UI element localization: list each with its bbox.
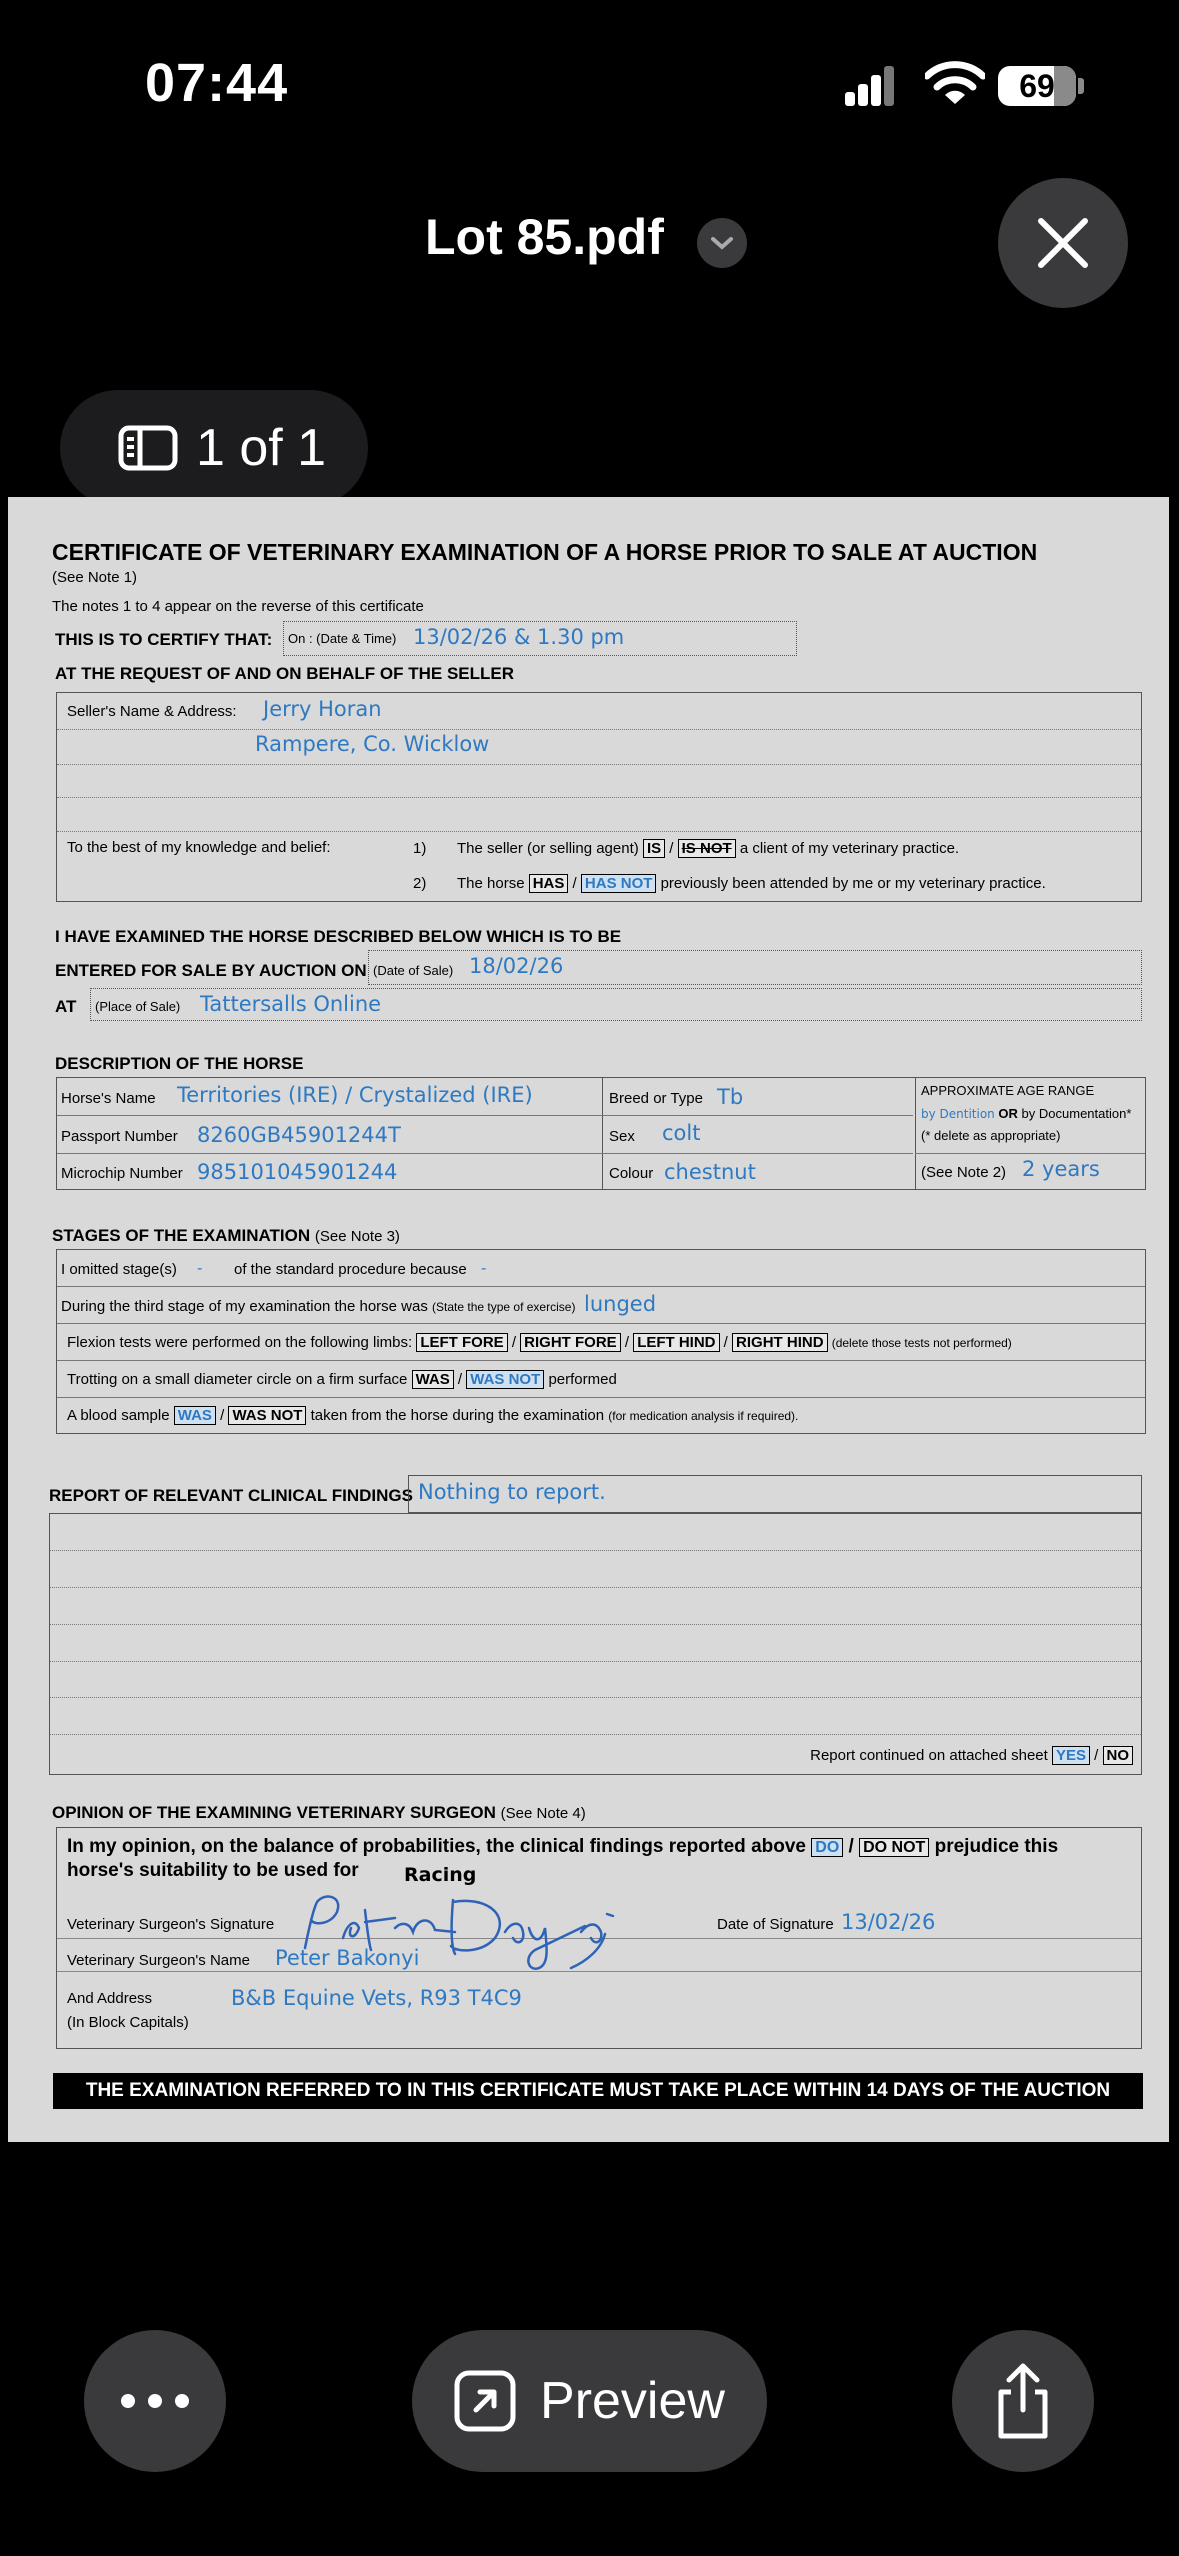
request-line: AT THE REQUEST OF AND ON BEHALF OF THE SELLER xyxy=(55,664,514,683)
breed-value: Tb xyxy=(717,1085,744,1109)
flexion-right-fore[interactable]: RIGHT FORE xyxy=(520,1333,621,1352)
horse-name-value: Territories (IRE) / Crystalized (IRE) xyxy=(177,1083,533,1107)
opinion-text-2: prejudice this xyxy=(934,1836,1059,1857)
trotting-line: Trotting on a small diameter circle on a firm surface WAS / WAS NOT performed xyxy=(67,1371,617,1388)
continued-yes-option[interactable]: YES xyxy=(1052,1746,1090,1765)
belief-2-text: The horse xyxy=(457,875,525,892)
belief-2-tail: previously been attended by me or my veterinary practice. xyxy=(660,875,1046,892)
is-not-option[interactable]: IS NOT xyxy=(678,839,736,858)
age-delete-note: (* delete as appropriate) xyxy=(921,1128,1061,1143)
seller-address: Rampere, Co. Wicklow xyxy=(255,732,490,756)
examined-line: I HAVE EXAMINED THE HORSE DESCRIBED BELOW WHICH IS TO BE xyxy=(55,927,622,946)
sex-value: colt xyxy=(662,1121,701,1145)
stages-heading: STAGES OF THE EXAMINATION xyxy=(52,1226,311,1245)
see-note-2: (See Note 2) xyxy=(921,1164,1007,1181)
stages-table xyxy=(56,1249,1146,1434)
opinion-text-1: In my opinion, on the balance of probabilities, the clinical findings reported above xyxy=(67,1836,806,1857)
close-button[interactable] xyxy=(998,178,1128,308)
age-or: OR xyxy=(998,1106,1018,1121)
trotting-was-option[interactable]: WAS xyxy=(412,1370,454,1389)
share-icon xyxy=(993,2362,1053,2440)
vet-address-value: B&B Equine Vets, R93 T4C9 xyxy=(231,1986,522,2010)
report-lines[interactable] xyxy=(49,1513,1142,1775)
belief-label: To the best of my knowledge and belief: xyxy=(67,839,331,856)
blood-tail: taken from the horse during the examination xyxy=(310,1407,605,1424)
on-date-field[interactable] xyxy=(283,621,797,656)
close-icon xyxy=(1035,215,1091,271)
battery-tip xyxy=(1078,78,1084,94)
battery-icon: 69 xyxy=(998,66,1076,106)
date-of-sale-field[interactable] xyxy=(368,950,1142,985)
flexion-note: (delete those tests not performed) xyxy=(831,1336,1012,1350)
horse-description-table xyxy=(56,1077,1146,1190)
opinion-text-3: horse's suitability to be used for xyxy=(67,1860,359,1881)
ellipsis-icon xyxy=(120,2393,190,2409)
signature-label: Veterinary Surgeon's Signature xyxy=(67,1916,275,1933)
belief-1-num: 1) xyxy=(413,840,427,857)
flexion-right-hind[interactable]: RIGHT HIND xyxy=(732,1333,828,1352)
breed-label: Breed or Type xyxy=(609,1090,703,1107)
at-label: AT xyxy=(55,997,77,1016)
vet-name-label: Veterinary Surgeon's Name xyxy=(67,1952,250,1969)
opinion-heading: OPINION OF THE EXAMINING VETERINARY SURGEON xyxy=(52,1803,496,1822)
colour-label: Colour xyxy=(609,1165,654,1182)
third-stage-value: lunged xyxy=(584,1292,657,1316)
age-method-line xyxy=(921,1106,1131,1121)
date-sig-value: 13/02/26 xyxy=(841,1910,936,1934)
sidebar-icon xyxy=(118,425,178,471)
because-label: of the standard procedure because xyxy=(234,1261,467,1278)
has-option[interactable]: HAS xyxy=(529,874,569,893)
share-button[interactable] xyxy=(952,2330,1094,2472)
page-indicator[interactable] xyxy=(60,390,368,506)
preview-label: Preview xyxy=(540,2372,725,2430)
on-date-value: 13/02/26 & 1.30 pm xyxy=(413,625,625,649)
on-date-label: On : (Date & Time) xyxy=(288,631,397,646)
omitted-value: - xyxy=(197,1259,203,1277)
belief-2-line: The horse HAS / HAS NOT previously been attended by me or my veterinary practice. xyxy=(457,875,1046,892)
stages-heading-line xyxy=(52,1226,400,1246)
third-stage-label: During the third stage of my examination the horse was xyxy=(61,1298,428,1315)
third-stage-line xyxy=(61,1298,575,1315)
seller-name: Jerry Horan xyxy=(263,697,382,721)
page-indicator-label: 1 of 1 xyxy=(196,419,327,477)
belief-1-text: The seller (or selling agent) xyxy=(457,840,639,857)
chevron-down-icon[interactable] xyxy=(697,218,747,268)
certify-label: THIS IS TO CERTIFY THAT: xyxy=(55,630,273,649)
see-note-3: (See Note 3) xyxy=(314,1228,400,1245)
place-of-sale-value: Tattersalls Online xyxy=(200,992,382,1016)
place-of-sale-field[interactable] xyxy=(90,988,1142,1021)
wifi-icon xyxy=(925,60,985,106)
continued-no-option[interactable]: NO xyxy=(1103,1746,1134,1765)
blood-was-option[interactable]: WAS xyxy=(174,1406,216,1425)
opinion-box xyxy=(56,1827,1142,2049)
place-of-sale-label: (Place of Sale) xyxy=(95,999,181,1014)
preview-button[interactable] xyxy=(412,2330,767,2472)
trotting-performed: performed xyxy=(548,1371,617,1388)
open-external-icon xyxy=(454,2370,516,2432)
blood-was-not-option[interactable]: WAS NOT xyxy=(228,1406,306,1425)
report-value: Nothing to report. xyxy=(418,1480,606,1504)
notes-line: The notes 1 to 4 appear on the reverse of this certificate xyxy=(52,598,424,615)
seller-label: Seller's Name & Address: xyxy=(67,703,237,720)
flexion-line: Flexion tests were performed on the following limbs: LEFT FORE / RIGHT FORE / LEFT HIND / RIGHT HIND (delete those tests not performed) xyxy=(67,1334,1012,1351)
cellular-signal-icon xyxy=(845,64,895,106)
do-option[interactable]: DO xyxy=(811,1838,843,1857)
continued-line: Report continued on attached sheet YES / NO xyxy=(810,1747,1133,1764)
certificate-heading: CERTIFICATE OF VETERINARY EXAMINATION OF A HORSE PRIOR TO SALE AT AUCTION xyxy=(52,539,1038,565)
omitted-label: I omitted stage(s) xyxy=(61,1261,177,1278)
seller-box xyxy=(56,692,1142,902)
more-button[interactable] xyxy=(84,2330,226,2472)
date-of-sale-value: 18/02/26 xyxy=(469,954,564,978)
age-by-doc[interactable]: by Documentation* xyxy=(1021,1106,1132,1121)
trotting-label: Trotting on a small diameter circle on a firm surface xyxy=(67,1371,408,1388)
continued-label: Report continued on attached sheet xyxy=(810,1747,1048,1764)
microchip-value: 985101045901244 xyxy=(197,1160,398,1184)
document-title[interactable]: Lot 85.pdf xyxy=(425,209,664,265)
because-value: - xyxy=(481,1259,487,1277)
horse-name-label: Horse's Name xyxy=(61,1090,156,1107)
colour-value: chestnut xyxy=(664,1160,756,1184)
description-heading: DESCRIPTION OF THE HORSE xyxy=(55,1054,304,1073)
status-time: 07:44 xyxy=(145,53,289,113)
belief-1-line: The seller (or selling agent) IS / IS NOT a client of my veterinary practice. xyxy=(457,840,960,857)
opinion-heading-line xyxy=(52,1803,586,1823)
microchip-label: Microchip Number xyxy=(61,1165,183,1182)
footer-banner: THE EXAMINATION REFERRED TO IN THIS CERTIFICATE MUST TAKE PLACE WITHIN 14 DAYS OF THE AUCTION xyxy=(53,2073,1143,2109)
see-note-4: (See Note 4) xyxy=(500,1805,586,1822)
do-not-option[interactable]: DO NOT xyxy=(859,1838,929,1857)
address-label-1: And Address xyxy=(67,1990,153,2007)
age-value: 2 years xyxy=(1022,1157,1100,1181)
date-sig-label: Date of Signature xyxy=(717,1916,834,1933)
see-note-1: (See Note 1) xyxy=(52,569,138,586)
has-not-option[interactable]: HAS NOT xyxy=(581,874,657,893)
sex-label: Sex xyxy=(609,1128,635,1145)
date-of-sale-label: (Date of Sale) xyxy=(373,963,454,978)
flexion-label: Flexion tests were performed on the following limbs: xyxy=(67,1334,413,1351)
pdf-page[interactable] xyxy=(8,497,1169,2142)
vet-name-value: Peter Bakonyi xyxy=(275,1946,420,1970)
report-heading: REPORT OF RELEVANT CLINICAL FINDINGS xyxy=(49,1486,413,1505)
opinion-line-1: In my opinion, on the balance of probabilities, the clinical findings reported above DO / DO NOT prejudice this xyxy=(67,1836,1059,1857)
flexion-left-hind[interactable]: LEFT HIND xyxy=(633,1333,719,1352)
belief-2-num: 2) xyxy=(413,875,427,892)
entered-label: ENTERED FOR SALE BY AUCTION ON xyxy=(55,961,367,980)
is-option[interactable]: IS xyxy=(643,839,665,858)
flexion-left-fore[interactable]: LEFT FORE xyxy=(416,1333,507,1352)
passport-value: 8260GB45901244T xyxy=(197,1123,401,1147)
blood-line: A blood sample WAS / WAS NOT taken from the horse during the examination (for medication analysis if required). xyxy=(67,1407,799,1424)
report-first-line[interactable] xyxy=(408,1475,1142,1513)
blood-note: (for medication analysis if required). xyxy=(608,1409,799,1423)
blood-label: A blood sample xyxy=(67,1407,170,1424)
age-range-label: APPROXIMATE AGE RANGE xyxy=(921,1083,1095,1098)
age-by-dentition[interactable]: by Dentition xyxy=(921,1107,995,1121)
trotting-was-not-option[interactable]: WAS NOT xyxy=(466,1370,544,1389)
belief-1-tail: a client of my veterinary practice. xyxy=(739,840,960,857)
suitability-value: Racing xyxy=(404,1864,477,1886)
third-stage-hint: (State the type of exercise) xyxy=(432,1300,576,1314)
address-label-2: (In Block Capitals) xyxy=(67,2014,189,2031)
passport-label: Passport Number xyxy=(61,1128,178,1145)
